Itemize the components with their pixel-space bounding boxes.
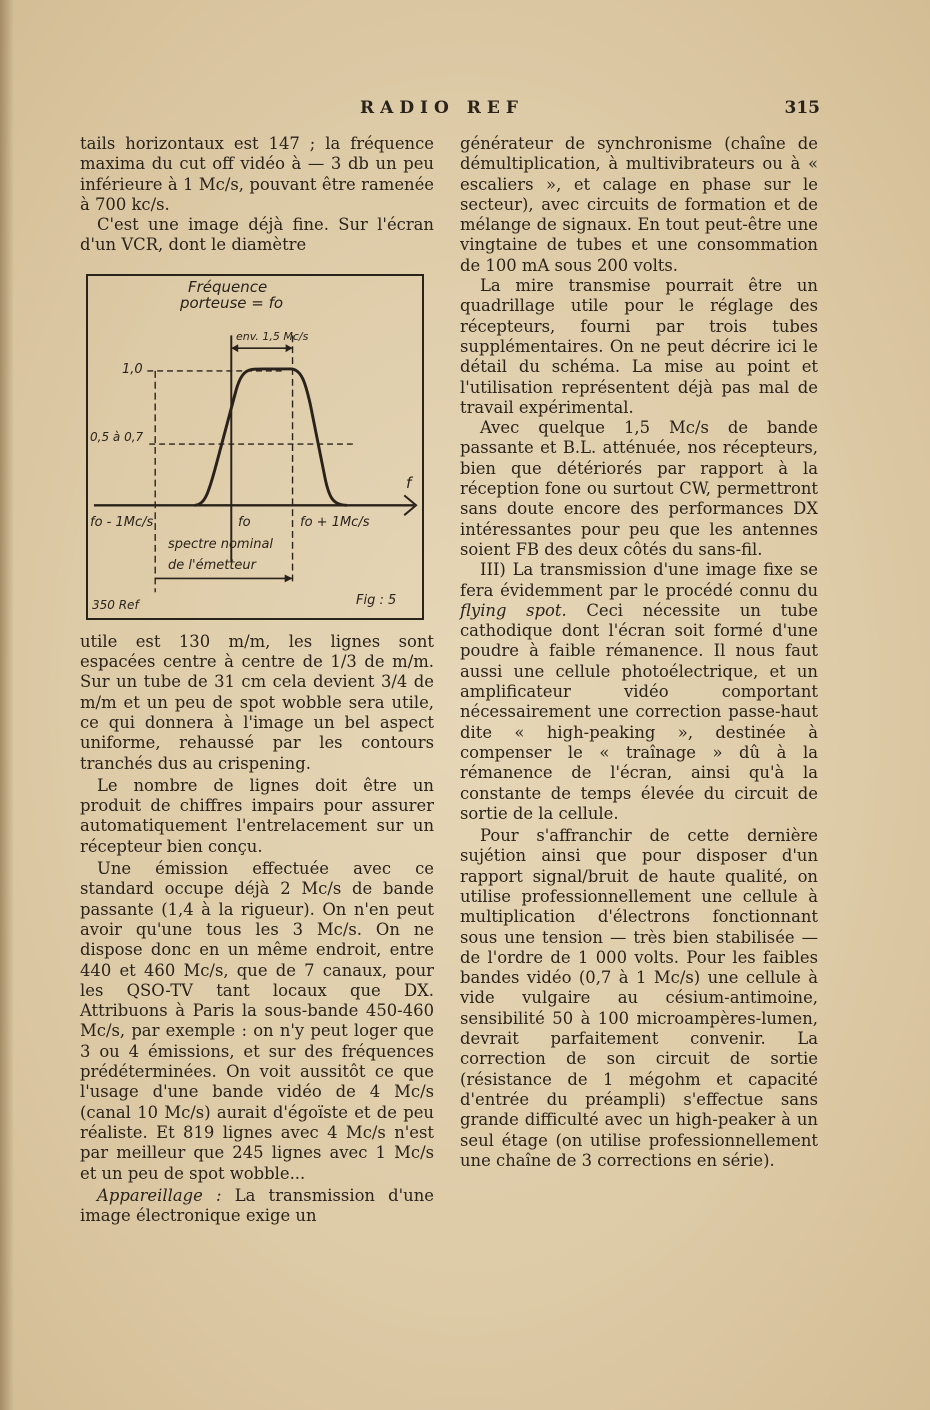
right-paragraph-1: générateur de synchronisme (chaîne de démultiplication, à multivibrateurs ou à « escaliers », et calage en phase sur le secteur), avec circuits de formation et de mélange de signaux. En tout peut-être une vingtaine de tubes et une consommation de 100 mA sous 200 volts. bbox=[460, 134, 818, 275]
right-column bbox=[460, 134, 818, 1171]
running-header bbox=[80, 98, 820, 122]
right-paragraph-2: La mire transmise pourrait être un quadrillage utile pour le réglage des récepteurs, fourni par trois tubes supplémentaires. On ne peut décrire ici le détail du schéma. La mise au point et l'utilisation représentent déjà pas mal de travail expérimental. bbox=[460, 276, 818, 417]
tick-left-label: fo - 1Mc/s bbox=[90, 514, 154, 530]
bandwidth-label: env. 1,5 Mc/s bbox=[236, 329, 309, 343]
level-top-label: 1,0 bbox=[122, 361, 143, 377]
journal-title: RADIO REF bbox=[360, 98, 524, 118]
page-number: 315 bbox=[784, 98, 820, 118]
left-paragraph-3: utile est 130 m/m, les lignes sont espacées centre à centre de 1/3 de m/m. Sur un tube de 31 cm cela devient 3/4 de m/m et un peu de spot wobble sera utile, ce qui donnera à l'image un bel aspect uniforme, rehaussé par les contours tranchés dus au crispening. bbox=[80, 631, 434, 773]
response-curve bbox=[195, 369, 347, 505]
tick-center-label: fo bbox=[238, 514, 251, 530]
left-column bbox=[80, 134, 434, 1226]
right-paragraph-3: Avec quelque 1,5 Mc/s de bande passante et B.L. atténuée, nos récepteurs, bien que détériorés par rapport à la réception fone ou surtout CW, permettront sans doute encore des performances DX intéressantes pour peu que les antennes soient FB des deux côtés du sans-fil. bbox=[460, 418, 818, 559]
axis-f-label: f bbox=[406, 473, 412, 492]
flying-spot-term: flying spot. bbox=[460, 600, 567, 620]
fig-number-label: Fig : 5 bbox=[356, 592, 397, 608]
ref-label: 350 Ref bbox=[92, 597, 139, 612]
binding-shadow bbox=[0, 0, 14, 1410]
figure-5 bbox=[86, 274, 424, 620]
left-paragraph-4: Le nombre de lignes doit être un produit de chiffres impairs pour assurer automatiquement l'entrelacement sur un récepteur bien conçu. bbox=[80, 775, 434, 856]
appareillage-text: La transmission d'une image électronique exige un bbox=[80, 1185, 434, 1226]
level-mid-label: 0,5 à 0,7 bbox=[90, 429, 144, 444]
left-paragraph-6 bbox=[80, 1186, 434, 1227]
right-paragraph-5: Pour s'affranchir de cette dernière sujétion ainsi que pour disposer d'un rapport signal/bruit de haute qualité, on utilise professionnellement une cellule à multiplication d'électrons fonctionnant sous une tension — très bien stabilisée — de l'ordre de 1 000 volts. Pour les faibles bandes vidéo (0,7 à 1 Mc/s) une cellule à vide vulgaire au césium-antimoine, sensibilité 50 à 100 microampères-lumen, devrait parfaitement convenir. La correction de son circuit de sortie (résistance de 1 mégohm et capacité d'entrée du préampli) s'effectue sans grande difficulté avec un high-peaker à un seul étage (on utilise professionnellement une chaîne de 3 corrections en série). bbox=[460, 826, 818, 1170]
spectrum-label-2: de l'émetteur bbox=[168, 557, 257, 573]
appareillage-label: Appareillage : bbox=[97, 1185, 222, 1205]
spectrum-arrowhead bbox=[285, 574, 293, 582]
bandwidth-arrowhead-left bbox=[231, 344, 238, 352]
left-paragraph-2: C'est une image déjà fine. Sur l'écran d'un VCR, dont le diamètre bbox=[80, 215, 434, 255]
title-line-1: Fréquence bbox=[188, 277, 268, 296]
flying-spot-intro: III) La transmission d'une image fixe se fera évidemment par le procédé connu du bbox=[460, 560, 818, 600]
bandwidth-arrowhead-right bbox=[286, 344, 293, 352]
title-line-2: porteuse = fo bbox=[180, 293, 284, 312]
left-paragraph-1: tails horizontaux est 147 ; la fréquence maxima du cut off vidéo à — 3 db un peu inférieure à 1 Mc/s, pouvant être ramenée à 700 kc/s. bbox=[80, 134, 434, 214]
spectrum-label-1: spectre nominal bbox=[168, 536, 274, 552]
flying-spot-text: Ceci nécessite un tube cathodique dont l'écran soit formé d'une poudre à faible rémanence. Il nous faut aussi une cellule photoélectrique, et un amplificateur vidéo comportant nécessairement une correction passe-haut dite « high-peaking », destinée à compenser le « traînage » dû à la rémanence de l'écran, ainsi qu'à la constante de temps élevée du circuit de sortie de la cellule. bbox=[460, 600, 818, 823]
left-paragraph-5: Une émission effectuée avec ce standard occupe déjà 2 Mc/s de bande passante (1,4 à la rigueur). On n'en peut avoir qu'une tous les 3 Mc/s. On ne dispose donc en un même endroit, entre 440 et 460 Mc/s, que de 7 canaux, pour les QSO-TV tant locaux que DX. Attribuons à Paris la sous-bande 450-460 Mc/s, par exemple : on n'y peut loger que 3 ou 4 émissions, et sur des fréquences prédéterminées. On voit aussitôt ce que l'usage d'une bande vidéo de 4 Mc/s (canal 10 Mc/s) aurait d'égoïste et de peu réaliste. Et 819 lignes avec 4 Mc/s n'est par meilleur que 245 lignes avec 1 Mc/s et un peu de spot wobble... bbox=[80, 859, 434, 1183]
right-paragraph-4 bbox=[460, 560, 818, 824]
tick-right-label: fo + 1Mc/s bbox=[300, 514, 370, 530]
